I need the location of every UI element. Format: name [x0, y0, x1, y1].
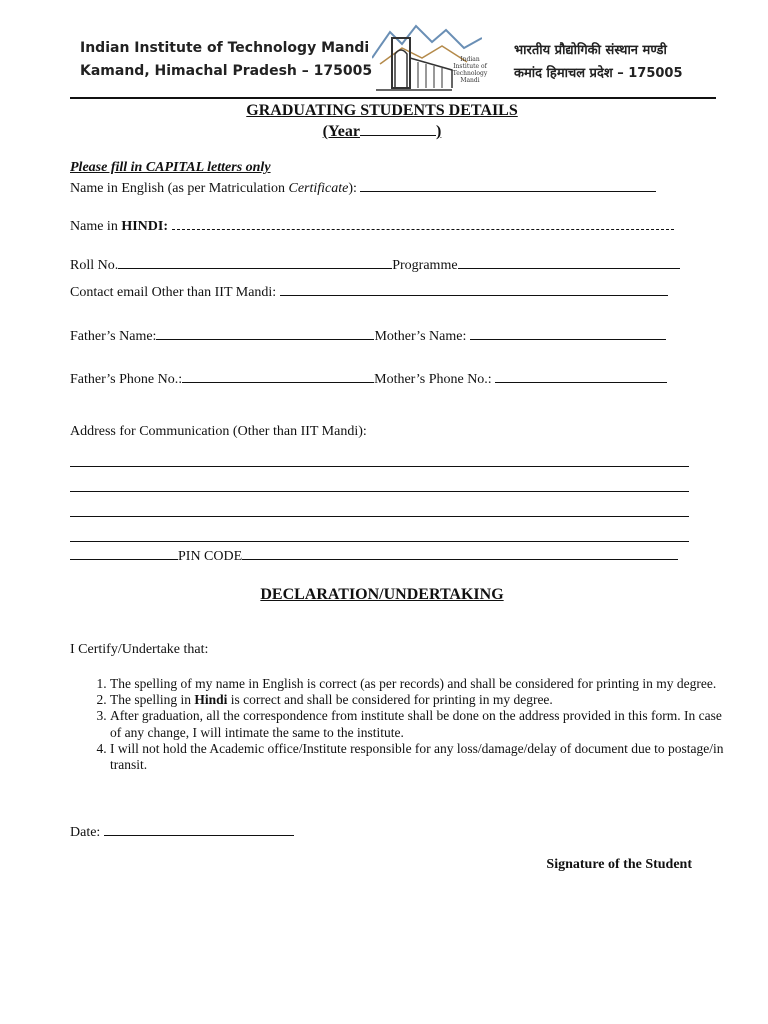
date-row: [70, 823, 294, 841]
declaration-intro: I Certify/Undertake that:: [70, 642, 209, 657]
address-line-3[interactable]: [70, 516, 689, 517]
declaration-item: 3. After graduation, all the correspondence from institute shall be done on the address provided in this form. In case of any change, I will intimate the same to the institute.: [110, 708, 730, 740]
year-field[interactable]: [360, 123, 436, 136]
name-hindi-row: [70, 219, 674, 235]
address-label: Address for Communication (Other than IIT Mandi):: [70, 424, 367, 439]
pin-code-row: [70, 547, 678, 565]
parent-names-row: [70, 327, 666, 345]
year-line: [0, 123, 764, 141]
name-english-field[interactable]: [360, 179, 656, 192]
name-english-label-suffix: ):: [348, 181, 357, 196]
institute-logo: [372, 18, 488, 94]
name-english-row: [70, 179, 656, 197]
year-close: ): [435, 123, 442, 140]
father-phone-field[interactable]: [182, 370, 374, 383]
father-name-label: Father’s Name:: [70, 329, 157, 344]
logo-caption-line: Institute of: [453, 63, 487, 70]
father-phone-label: Father’s Phone No.:: [70, 372, 183, 387]
institute-address-hindi: कमांद हिमाचल प्रदेश – 175005: [514, 66, 683, 81]
father-name-field[interactable]: [156, 327, 374, 340]
logo-caption-line: Indian: [460, 56, 480, 63]
declaration-item: 4. I will not hold the Academic office/Institute responsible for any loss/damage/delay of document due to postage/in transit.: [110, 741, 730, 773]
signature-label: Signature of the Student: [546, 857, 692, 872]
declaration-item-bold: Hindi: [194, 692, 228, 708]
declaration-list: [70, 676, 730, 773]
form-title-text: GRADUATING STUDENTS DETAILS: [246, 102, 518, 119]
declaration-item-text: is correct and shall be considered for printing in my degree.: [227, 692, 553, 708]
address-line-2[interactable]: [70, 491, 689, 492]
contact-email-label: Contact email Other than IIT Mandi:: [70, 285, 277, 300]
form-title: [0, 102, 764, 120]
name-english-label-italic: Certificate: [288, 181, 349, 196]
name-hindi-label: Name in: [70, 219, 122, 234]
name-hindi-field[interactable]: [172, 220, 674, 230]
year-label: (Year: [322, 123, 360, 140]
pin-code-label: PIN CODE: [178, 549, 243, 564]
institute-address-english: Kamand, Himachal Pradesh – 175005: [80, 63, 373, 79]
logo-caption-line: Mandi: [460, 77, 480, 84]
mother-name-label: Mother’s Name:: [374, 329, 467, 344]
parent-phones-row: [70, 370, 667, 388]
declaration-title: [0, 586, 764, 604]
date-field[interactable]: [104, 823, 294, 836]
mother-name-field[interactable]: [470, 327, 666, 340]
mother-phone-field[interactable]: [495, 370, 667, 383]
institute-name-english: Indian Institute of Technology Mandi: [80, 40, 370, 56]
programme-label: Programme: [392, 258, 458, 273]
logo-caption-line: Technology: [452, 70, 488, 77]
institute-name-hindi: भारतीय प्रौद्योगिकी संस्थान मण्डी: [514, 43, 667, 58]
address-line-1[interactable]: [70, 466, 689, 467]
contact-email-field[interactable]: [280, 283, 668, 296]
roll-no-label: Roll No.: [70, 258, 119, 273]
email-row: [70, 283, 668, 301]
name-english-label: Name in English (as per Matriculation: [70, 181, 289, 196]
roll-no-field[interactable]: [118, 256, 392, 269]
mother-phone-label: Mother’s Phone No.:: [374, 372, 492, 387]
programme-field[interactable]: [458, 256, 680, 269]
declaration-title-text: DECLARATION/UNDERTAKING: [260, 586, 504, 603]
pin-code-field[interactable]: [242, 547, 678, 560]
name-hindi-label-bold: HINDI:: [121, 219, 168, 234]
declaration-item-text: The spelling in: [110, 692, 195, 708]
declaration-item: [110, 692, 730, 708]
roll-programme-row: [70, 256, 680, 274]
address-line-4[interactable]: [70, 541, 689, 542]
address-line-5[interactable]: [70, 547, 178, 560]
header-divider: [70, 97, 716, 99]
capital-letters-instruction: Please fill in CAPITAL letters only: [70, 160, 271, 175]
date-label: Date:: [70, 825, 101, 840]
declaration-item: 1. The spelling of my name in English is correct (as per records) and shall be considered for printing in my degree.: [110, 676, 730, 692]
